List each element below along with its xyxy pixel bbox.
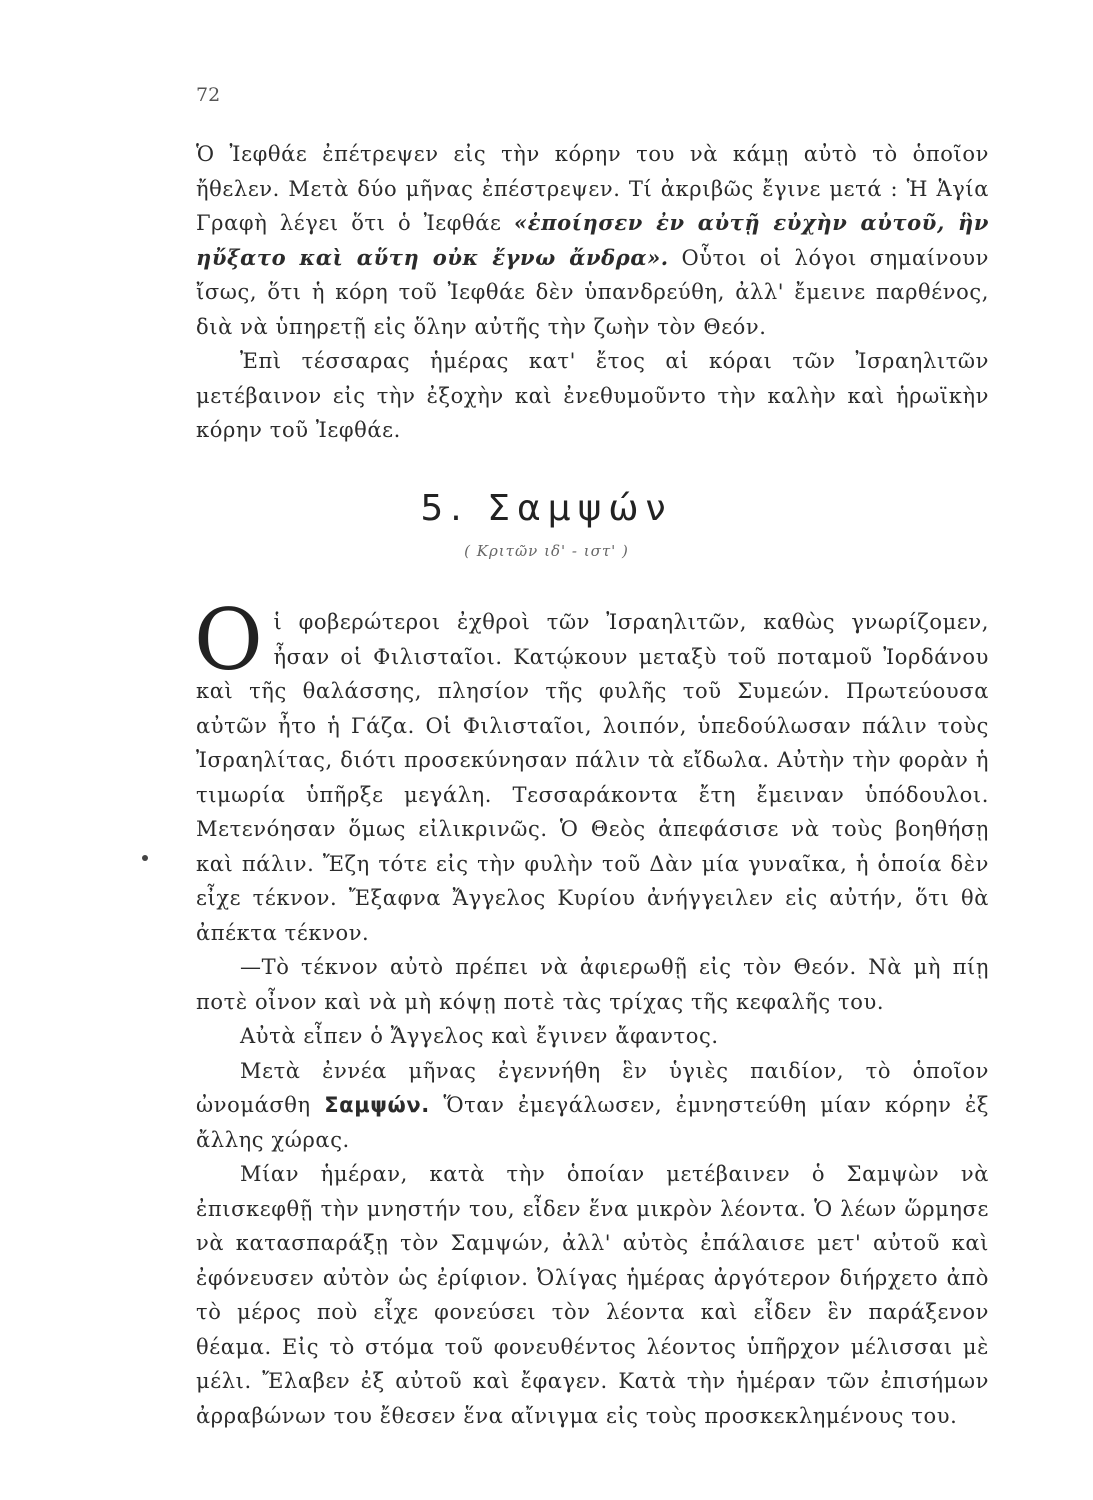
margin-dot (142, 855, 148, 861)
chapter-title: 5. Σαμψών (420, 488, 673, 529)
body-paragraph-2: —Τὸ τέκνον αὐτὸ πρέπει νὰ ἀφιερωθῇ εἰς τὸν Θεόν. Νὰ μὴ πίῃ ποτὲ οἶνον καὶ νὰ μὴ κόψῃ ποτὲ τὰς τρίχας τῆς κεφαλῆς του. (196, 955, 989, 1014)
top-paragraph-1 (196, 137, 989, 344)
page-number: 72 (196, 84, 221, 106)
body-paragraph-1-text: ἱ φοβερώτεροι ἐχθροὶ τῶν Ἰσραηλιτῶν, καθὼς γνωρίζομεν, ἦσαν οἱ Φιλισταῖοι. Κατῴκουν μεταξὺ τοῦ ποταμοῦ Ἰορδάνου καὶ τῆς θαλάσσης, πλησίον τῆς φυλῆς τοῦ Συμεών. Πρωτεύουσα αὐτῶν ἦτο ἡ Γάζα. Οἱ Φιλισταῖοι, λοιπόν, ὑπεδούλωσαν πάλιν τοὺς Ἰσραηλίτας, διότι προσεκύνησαν πάλιν τὰ εἴδωλα. Αὐτὴν τὴν φορὰν ἡ τιμωρία ὑπῆρξε μεγάλη. Τεσσαράκοντα ἔτη ἔμειναν ὑπόδουλοι. Μετενόησαν ὅμως εἰλικρινῶς. Ὁ Θεὸς ἀπεφάσισε νὰ τοὺς βοηθήσῃ καὶ πάλιν. Ἔζη τότε εἰς τὴν φυλὴν τοῦ Δὰν μία γυναῖκα, ἡ ὁποία δὲν εἶχε τέκνον. Ἔξαφνα Ἄγγελος Κυρίου ἀνήγγειλεν εἰς αὐτήν, ὅτι θὰ ἀπέκτα τέκνον. (196, 610, 989, 945)
top-paragraph-1-text-a: Ὁ Ἰεφθάε ἐπέτρεψεν εἰς τὴν κόρην του νὰ κάμῃ αὐτὸ τὸ ὁποῖον ἤθελεν. Μετὰ δύο μῆνας ἐπέστρεψεν. Τί ἀκριβῶς ἔγινε μετά : Ἡ Ἁγία Γραφὴ λέγει ὅτι ὁ Ἰεφθάε (196, 142, 989, 235)
name-samson: Σαμψών. (324, 1093, 430, 1117)
body-paragraph-1 (194, 591, 989, 950)
top-text-block (196, 137, 989, 448)
drop-cap: Ο (194, 591, 264, 689)
chapter-body (194, 591, 989, 1433)
scripture-quote: «ἐποίησεν ἐν αὐτῇ εὐχὴν αὐτοῦ, ἣν ηὔξατο καὶ αὕτη οὐκ ἔγνω ἄνδρα». (196, 210, 990, 270)
body-paragraph-4 (196, 1054, 989, 1158)
body-paragraph-5: Μίαν ἡμέραν, κατὰ τὴν ὁποίαν μετέβαινεν ὁ Σαμψὼν νὰ ἐπισκεφθῇ τὴν μνηστήν του, εἶδεν ἕνα μικρὸν λέοντα. Ὁ λέων ὥρμησε νὰ κατασπαράξῃ τὸν Σαμψών, ἀλλ' αὐτὸς ἐπάλαισε μετ' αὐτοῦ καὶ ἐφόνευσεν αὐτὸν ὡς ἐρίφιον. Ὀλίγας ἡμέρας ἀργότερον διήρχετο ἀπὸ τὸ μέρος ποὺ εἶχε φονεύσει τὸν λέοντα καὶ εἶδεν ἓν παράξενον θέαμα. Εἰς τὸ στόμα τοῦ φονευθέντος λέοντος ὑπῆρχον μέλισσαι μὲ μέλι. Ἔλαβεν ἐξ αὐτοῦ καὶ ἔφαγεν. Κατὰ τὴν ἡμέραν τῶν ἐπισήμων ἀρραβώνων του ἔθεσεν ἕνα αἴνιγμα εἰς τοὺς προσκεκλημένους του. (196, 1162, 989, 1428)
chapter-reference: ( Κριτῶν ιδ' - ιστ' ) (464, 542, 629, 560)
top-paragraph-1-text-b: Οὗτοι οἱ λόγοι σημαίνουν ἴσως, ὅτι ἡ κόρη τοῦ Ἰεφθάε δὲν ὑπανδρεύθη, ἀλλ' ἔμεινε παρθένος, διὰ νὰ ὑπηρετῇ εἰς ὅλην αὐτῆς τὴν ζωὴν τὸν Θεόν. (196, 245, 989, 339)
top-paragraph-2: Ἐπὶ τέσσαρας ἡμέρας κατ' ἔτος αἱ κόραι τῶν Ἰσραηλιτῶν μετέβαινον εἰς τὴν ἐξοχὴν καὶ ἐνεθυμοῦντο τὴν καλὴν καὶ ἡρωϊκὴν κόρην τοῦ Ἰεφθάε. (196, 349, 989, 442)
body-paragraph-4-text-b: Ὅταν ἐμεγάλωσεν, ἐμνηστεύθη μίαν κόρην ἐξ ἄλλης χώρας. (196, 1093, 989, 1152)
body-paragraph-3: Αὐτὰ εἶπεν ὁ Ἄγγελος καὶ ἔγινεν ἄφαντος. (240, 1024, 719, 1048)
body-paragraph-4-text-a: Μετὰ ἐννέα μῆνας ἐγεννήθη ἓν ὑγιὲς παιδίον, τὸ ὁποῖον ὠνομάσθη (196, 1058, 989, 1117)
